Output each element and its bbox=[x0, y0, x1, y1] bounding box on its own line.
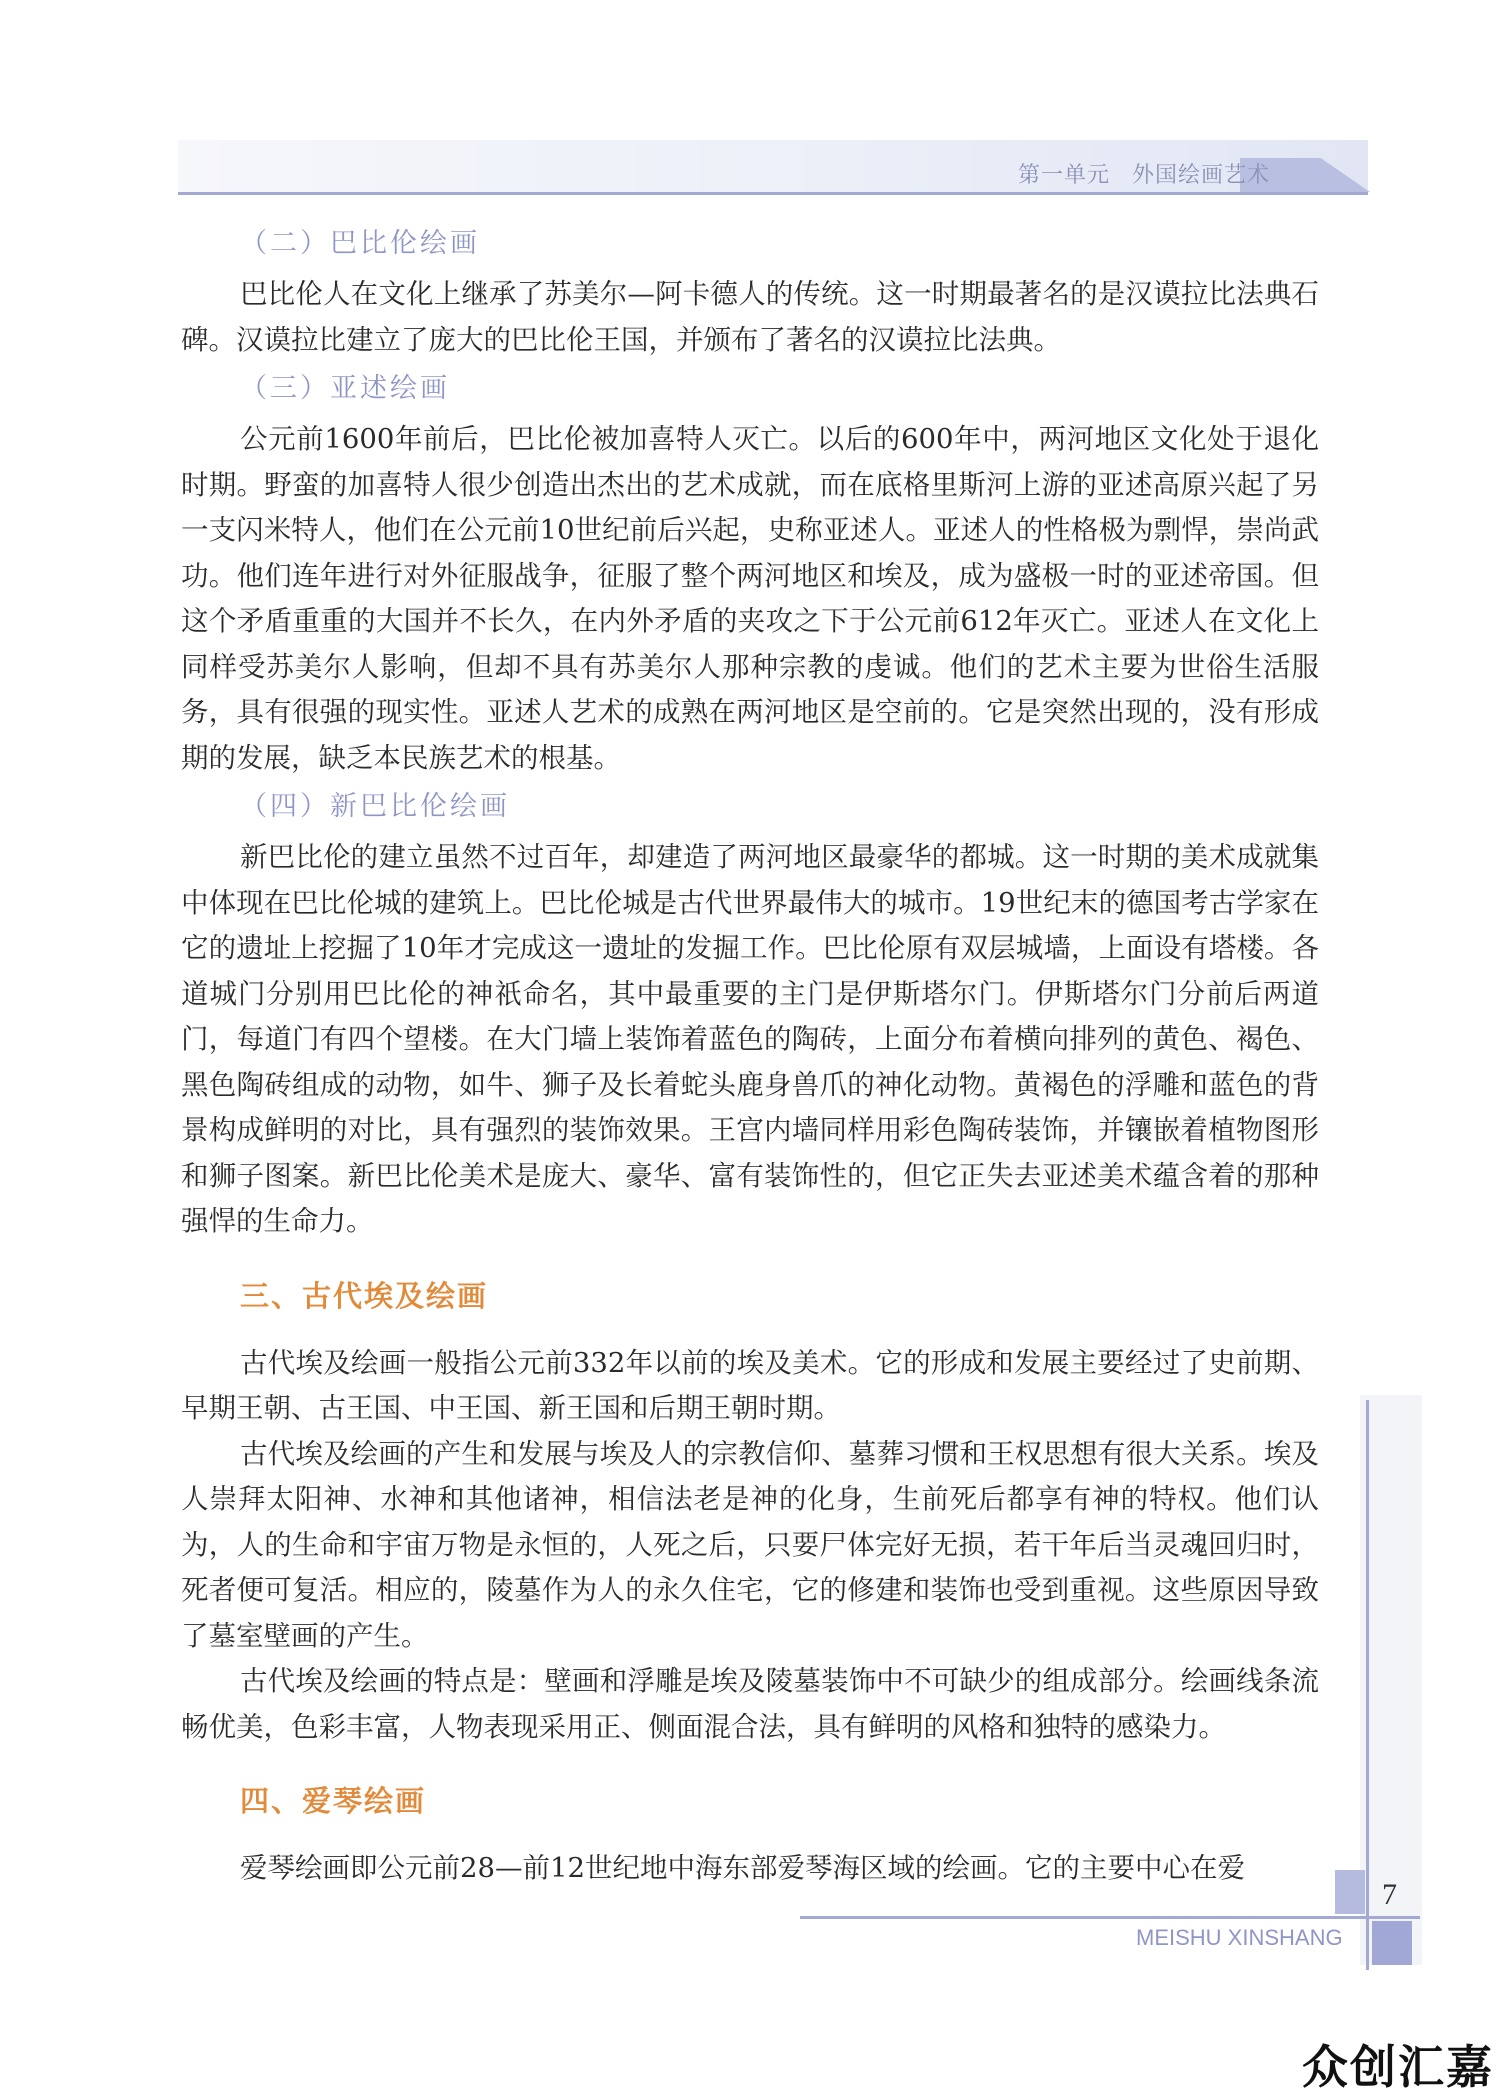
section-heading-aegean: 四、爱琴绘画 bbox=[240, 1784, 427, 1818]
paragraph-egypt-3: 古代埃及绘画的特点是：壁画和浮雕是埃及陵墓装饰中不可缺少的组成部分。绘画线条流畅优美，色彩丰富，人物表现采用正、侧面混合法，具有鲜明的风格和独特的感染力。 bbox=[181, 1665, 1319, 1743]
paragraph-neo-babylon: 新巴比伦的建立虽然不过百年，却建造了两河地区最豪华的都城。这一时期的美术成就集中体现在巴比伦城的建筑上。巴比伦城是古代世界最伟大的城市。19世纪末的德国考古学家在它的遗址上挖掘了10年才完成这一遗址的发掘工作。巴比伦原有双层城墙，上面设有塔楼。各道城门分别用巴比伦的神祇命名，其中最重要的主门是伊斯塔尔门。伊斯塔尔门分前后两道门，每道门有四个望楼。在大门墙上装饰着蓝色的陶砖，上面分布着横向排列的黄色、褐色、黑色陶砖组成的动物，如牛、狮子及长着蛇头鹿身兽爪的神化动物。黄褐色的浮雕和蓝色的背景构成鲜明的对比，具有强烈的装饰效果。王宫内墙同样用彩色陶砖装饰，并镶嵌着植物图形和狮子图案。新巴比伦美术是庞大、豪华、富有装饰性的，但它正失去亚述美术蕴含着的那种强悍的生命力。 bbox=[181, 841, 1319, 1237]
running-header bbox=[996, 158, 1270, 189]
footer-brand: MEISHU XINSHANG bbox=[1136, 1925, 1343, 1950]
watermark-logo: 众创汇嘉 bbox=[1302, 2040, 1494, 2094]
subheading-babylon: （二）巴比伦绘画 bbox=[240, 228, 480, 259]
section-heading-egypt: 三、古代埃及绘画 bbox=[240, 1278, 489, 1313]
paragraph-egypt-1: 古代埃及绘画一般指公元前332年以前的埃及美术。它的形成和发展主要经过了史前期、早期王朝、古王国、中王国、新王国和后期王朝时期。 bbox=[181, 1346, 1319, 1424]
footer-rule bbox=[800, 1916, 1420, 1919]
paragraph-assyria: 公元前1600年前后，巴比伦被加喜特人灭亡。以后的600年中，两河地区文化处于退化时期。野蛮的加喜特人很少创造出杰出的艺术成就，而在底格里斯河上游的亚述高原兴起了另一支闪米特人，他们在公元前10世纪前后兴起，史称亚述人。亚述人的性格极为剽悍，崇尚武功。他们连年进行对外征服战争，征服了整个两河地区和埃及，成为盛极一时的亚述帝国。但这个矛盾重重的大国并不长久，在内外矛盾的夹攻之下于公元前612年灭亡。亚述人在文化上同样受苏美尔人影响，但却不具有苏美尔人那种宗教的虔诚。他们的艺术主要为世俗生活服务，具有很强的现实性。亚述人艺术的成熟在两河地区是空前的。它是突然出现的，没有形成期的发展，缺乏本民族艺术的根基。 bbox=[181, 423, 1319, 774]
header-rule bbox=[178, 192, 1368, 195]
footer-square-dark bbox=[1372, 1921, 1412, 1965]
paragraph-babylon: 巴比伦人在文化上继承了苏美尔—阿卡德人的传统。这一时期最著名的是汉谟拉比法典石碑。汉谟拉比建立了庞大的巴比伦王国，并颁布了著名的汉谟拉比法典。 bbox=[181, 278, 1319, 356]
paragraph-aegean: 爱琴绘画即公元前28—前12世纪地中海东部爱琴海区域的绘画。它的主要中心在爱 bbox=[240, 1852, 1245, 1884]
header-title: 外国绘画艺术 bbox=[1131, 163, 1270, 188]
page-body bbox=[181, 222, 1319, 1892]
header-unit: 第一单元 bbox=[1017, 163, 1110, 188]
page-number: 7 bbox=[1382, 1878, 1397, 1911]
footer-square-light bbox=[1335, 1870, 1365, 1914]
subheading-neo-babylon: （四）新巴比伦绘画 bbox=[240, 791, 510, 822]
subheading-assyria: （三）亚述绘画 bbox=[240, 373, 450, 404]
paragraph-egypt-2: 古代埃及绘画的产生和发展与埃及人的宗教信仰、墓葬习惯和王权思想有很大关系。埃及人崇拜太阳神、水神和其他诸神，相信法老是神的化身，生前死后都享有神的特权。他们认为，人的生命和宇宙万物是永恒的，人死之后，只要尸体完好无损，若干年后当灵魂回归时，死者便可复活。相应的，陵墓作为人的永久住宅，它的修建和装饰也受到重视。这些原因导致了墓室壁画的产生。 bbox=[181, 1437, 1319, 1652]
side-rule bbox=[1366, 1400, 1369, 1970]
